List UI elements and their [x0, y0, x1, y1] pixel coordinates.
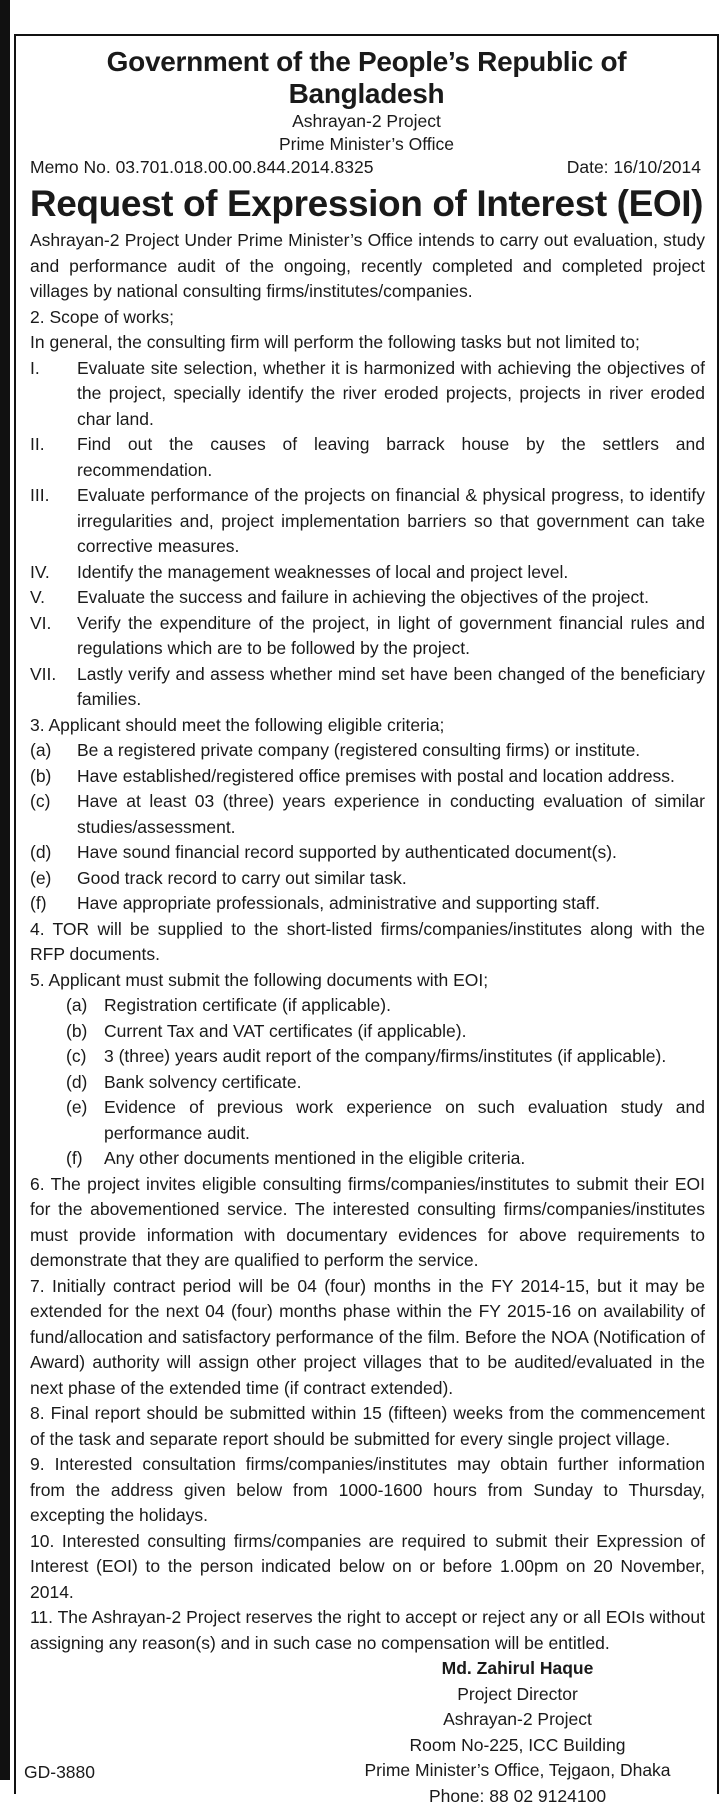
left-edge-bar — [0, 0, 10, 1780]
criteria-item-number: (f) — [30, 891, 77, 917]
signatory-title: Project Director — [330, 1682, 705, 1708]
document-item-number: (c) — [66, 1044, 104, 1070]
numbered-paragraph: 8. Final report should be submitted within 15 (fifteen) weeks from the commencement of the task and separate report should be submitted for every single project village. — [30, 1401, 705, 1452]
criteria-item — [30, 738, 705, 764]
signature-block — [330, 1656, 705, 1809]
notice-body — [26, 228, 707, 1809]
signatory-room: Room No-225, ICC Building — [330, 1733, 705, 1759]
scope-item-text: Evaluate site selection, whether it is harmonized with achieving the objectives of the project, specially identify the river eroded projects, projects in river eroded char land. — [77, 356, 705, 433]
scope-item-text: Identify the management weaknesses of local and project level. — [77, 560, 705, 586]
numbered-paragraph: 7. Initially contract period will be 04 (four) months in the FY 2014-15, but it may be extended for the next 04 (four) months phase within the FY 2015-16 on availability of fund/allocation and satisfactory performance of the film. Before the NOA (Notification of Award) authority will assign other project villages that to be audited/evaluated in the next phase of the extended time (if contract extended). — [30, 1274, 705, 1402]
document-item-text: Any other documents mentioned in the eligible criteria. — [104, 1146, 705, 1172]
documents-list — [30, 993, 705, 1172]
scope-item — [30, 356, 705, 433]
intro-paragraph: Ashrayan-2 Project Under Prime Minister’s Office intends to carry out evaluation, study and performance audit of the ongoing, recently completed and completed project villages by national consulting firms/institutes/companies. — [30, 228, 705, 305]
document-item-text: Registration certificate (if applicable). — [104, 993, 705, 1019]
document-item-text: Current Tax and VAT certificates (if applicable). — [104, 1019, 705, 1045]
numbered-paragraph: 9. Interested consultation firms/companies/institutes may obtain further information from the address given below from 1000-1600 hours from Sunday to Thursday, excepting the holidays. — [30, 1452, 705, 1529]
document-item-number: (f) — [66, 1146, 104, 1172]
gd-code: GD-3880 — [24, 1762, 95, 1783]
scope-item-text: Evaluate performance of the projects on financial & physical progress, to identify irregularities and, project implementation barriers so that government can take corrective measures. — [77, 483, 705, 560]
documents-heading: 5. Applicant must submit the following documents with EOI; — [30, 968, 705, 994]
notice-frame — [14, 34, 719, 1794]
scope-item-number: II. — [30, 432, 77, 483]
tor-paragraph: 4. TOR will be supplied to the short-listed firms/companies/institutes along with the RFP documents. — [30, 917, 705, 968]
criteria-item — [30, 840, 705, 866]
scope-item-number: III. — [30, 483, 77, 560]
project-name: Ashrayan-2 Project — [26, 110, 707, 133]
numbered-paragraph: 10. Interested consulting firms/companies are required to submit their Expression of Interest (EOI) to the person indicated below on or before 1.00pm on 20 November, 2014. — [30, 1529, 705, 1606]
signatory-address: Prime Minister’s Office, Tejgaon, Dhaka — [330, 1758, 705, 1784]
document-item-number: (d) — [66, 1070, 104, 1096]
criteria-item — [30, 764, 705, 790]
paragraph-list — [30, 1172, 705, 1657]
document-item — [30, 1019, 705, 1045]
document-item — [30, 1070, 705, 1096]
scope-item — [30, 483, 705, 560]
memo-row — [26, 156, 707, 179]
criteria-item — [30, 891, 705, 917]
scope-heading: 2. Scope of works; — [30, 305, 705, 331]
document-item-text: Bank solvency certificate. — [104, 1070, 705, 1096]
notice-title: Request of Expression of Interest (EOI) — [26, 180, 707, 228]
memo-date: Date: 16/10/2014 — [567, 156, 701, 179]
scope-item-number: VII. — [30, 662, 77, 713]
document-item — [30, 993, 705, 1019]
scope-item — [30, 662, 705, 713]
criteria-item — [30, 789, 705, 840]
document-item — [30, 1095, 705, 1146]
scope-item-text: Lastly verify and assess whether mind set have been changed of the beneficiary families. — [77, 662, 705, 713]
scope-item-number: VI. — [30, 611, 77, 662]
criteria-item-text: Have appropriate professionals, administrative and supporting staff. — [77, 891, 705, 917]
memo-number: Memo No. 03.701.018.00.00.844.2014.8325 — [30, 156, 373, 179]
scope-item-number: V. — [30, 585, 77, 611]
criteria-item-number: (c) — [30, 789, 77, 840]
office-name: Prime Minister’s Office — [26, 133, 707, 156]
document-item — [30, 1044, 705, 1070]
top-margin — [0, 0, 727, 38]
criteria-item-text: Have at least 03 (three) years experience in conducting evaluation of similar studies/assessment. — [77, 789, 705, 840]
numbered-paragraph: 11. The Ashrayan-2 Project reserves the right to accept or reject any or all EOIs without assigning any reason(s) and in such case no compensation will be entitled. — [30, 1605, 705, 1656]
criteria-item-text: Have sound financial record supported by authenticated document(s). — [77, 840, 705, 866]
scope-list — [30, 356, 705, 713]
document-item-number: (e) — [66, 1095, 104, 1146]
scope-item — [30, 560, 705, 586]
signatory-phone: Phone: 88 02 9124100 — [330, 1784, 705, 1809]
criteria-item-text: Have established/registered office premises with postal and location address. — [77, 764, 705, 790]
criteria-item — [30, 866, 705, 892]
document-item — [30, 1146, 705, 1172]
criteria-item-text: Good track record to carry out similar task. — [77, 866, 705, 892]
criteria-item-number: (a) — [30, 738, 77, 764]
criteria-list — [30, 738, 705, 917]
signatory-name: Md. Zahirul Haque — [330, 1656, 705, 1682]
scope-item-number: I. — [30, 356, 77, 433]
document-item-number: (a) — [66, 993, 104, 1019]
document-item-text: 3 (three) years audit report of the company/firms/institutes (if applicable). — [104, 1044, 705, 1070]
scope-item — [30, 432, 705, 483]
scope-item — [30, 585, 705, 611]
criteria-item-number: (e) — [30, 866, 77, 892]
signatory-project: Ashrayan-2 Project — [330, 1707, 705, 1733]
document-item-number: (b) — [66, 1019, 104, 1045]
criteria-item-number: (d) — [30, 840, 77, 866]
government-heading: Government of the People’s Republic of Bangladesh — [26, 46, 707, 110]
scope-item-text: Evaluate the success and failure in achieving the objectives of the project. — [77, 585, 705, 611]
document-item-text: Evidence of previous work experience on such evaluation study and performance audit. — [104, 1095, 705, 1146]
criteria-item-text: Be a registered private company (registered consulting firms) or institute. — [77, 738, 705, 764]
scope-item-text: Verify the expenditure of the project, in light of government financial rules and regulations which are to be followed by the project. — [77, 611, 705, 662]
numbered-paragraph: 6. The project invites eligible consulting firms/companies/institutes to submit their EOI for the abovementioned service. The interested consulting firms/companies/institutes must provide information with documentary evidences for above requirements to demonstrate that they are qualified to perform the service. — [30, 1172, 705, 1274]
scope-item-text: Find out the causes of leaving barrack house by the settlers and recommendation. — [77, 432, 705, 483]
scope-lead: In general, the consulting firm will perform the following tasks but not limited to; — [30, 330, 705, 356]
scope-item-number: IV. — [30, 560, 77, 586]
criteria-item-number: (b) — [30, 764, 77, 790]
criteria-heading: 3. Applicant should meet the following eligible criteria; — [30, 713, 705, 739]
scope-item — [30, 611, 705, 662]
